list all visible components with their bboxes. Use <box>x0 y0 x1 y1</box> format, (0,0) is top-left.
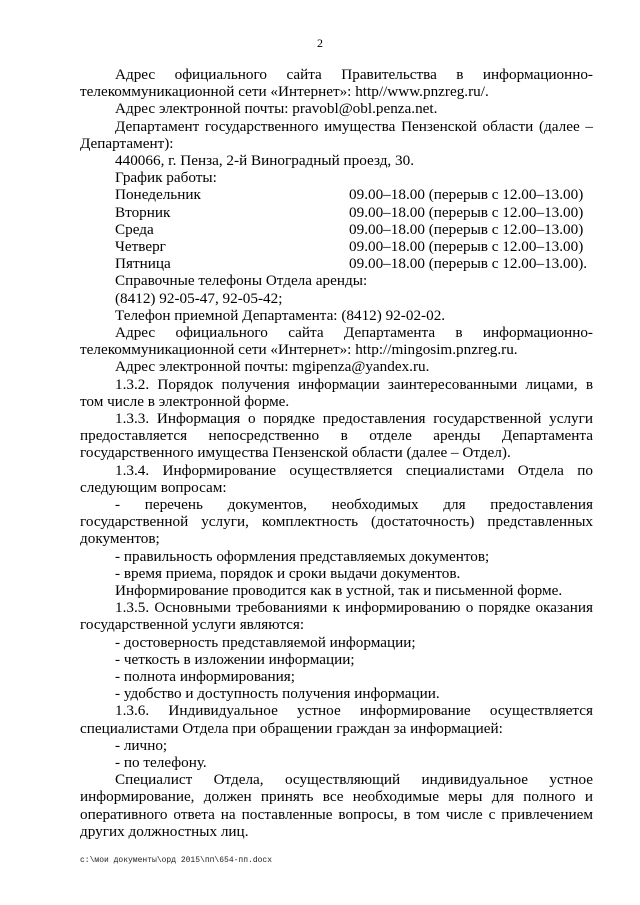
department-email-paragraph: Адрес электронной почты: mgipenza@yandex.ru. <box>115 358 430 376</box>
schedule-list <box>80 186 593 272</box>
list-item: - четкость в изложении информации; <box>115 650 355 668</box>
department-site-paragraph: Адрес официального сайта Департамента в информационно-телекоммуникационной сети «Интернет»: http://mingosim.pnzreg.ru. <box>80 323 593 359</box>
footer-file-path: c:\мои документы\орд 2015\пп\654-пп.docx <box>80 856 273 865</box>
schedule-row <box>80 204 593 221</box>
schedule-time: 09.00–18.00 (перерыв с 12.00–13.00) <box>349 220 584 238</box>
schedule-time: 09.00–18.00 (перерыв с 12.00–13.00) <box>349 186 584 204</box>
list-item: - по телефону. <box>115 754 207 772</box>
schedule-day: Пятница <box>115 255 171 273</box>
section-1-3-2: 1.3.2. Порядок получения информации заинтересованными лицами, в том числе в электронной форме. <box>80 375 593 410</box>
schedule-time: 09.00–18.00 (перерыв с 12.00–13.00) <box>349 203 584 221</box>
schedule-row <box>80 238 593 255</box>
department-address: 440066, г. Пенза, 2-й Виноградный проезд, 30. <box>115 152 414 170</box>
list-item: - полнота информирования; <box>115 668 295 686</box>
inform-form-paragraph: Информирование проводится как в устной, так и письменной форме. <box>115 582 563 600</box>
list-item: - правильность оформления представляемых документов; <box>115 547 490 565</box>
schedule-row <box>80 221 593 238</box>
phones-title: Справочные телефоны Отдела аренды: <box>115 272 368 290</box>
schedule-title: График работы: <box>115 169 217 187</box>
schedule-time: 09.00–18.00 (перерыв с 12.00–13.00) <box>349 237 584 255</box>
list-item: - удобство и доступность получения информации. <box>115 685 440 703</box>
document-body <box>80 66 593 840</box>
list-item: - достоверность представляемой информации; <box>115 633 416 651</box>
list-item: - время приема, порядок и сроки выдачи документов. <box>115 564 461 582</box>
phones-numbers: (8412) 92-05-47, 92-05-42; <box>115 289 283 307</box>
list-item: - лично; <box>115 736 168 754</box>
schedule-day: Четверг <box>115 237 166 255</box>
section-1-3-4: 1.3.4. Информирование осуществляется специалистами Отдела по следующим вопросам: <box>80 461 593 496</box>
page-number: 2 <box>317 36 323 50</box>
department-paragraph: Департамент государственного имущества Пензенской области (далее – Департамент): <box>80 117 593 152</box>
schedule-row <box>80 186 593 203</box>
gov-email-paragraph: Адрес электронной почты: pravobl@obl.penza.net. <box>115 100 438 118</box>
list-item: - перечень документов, необходимых для предоставления государственной услуги, комплектность (достаточность) представленных документов; <box>80 496 593 548</box>
schedule-row <box>80 255 593 272</box>
section-1-3-6: 1.3.6. Индивидуальное устное информирование осуществляется специалистами Отдела при обращении граждан за информацией: <box>80 702 593 737</box>
schedule-day: Понедельник <box>115 186 201 204</box>
schedule-day: Вторник <box>115 203 171 221</box>
schedule-day: Среда <box>115 220 154 238</box>
section-1-3-5: 1.3.5. Основными требованиями к информированию о порядке оказания государственной услуги являются: <box>80 599 593 634</box>
section-1-3-3: 1.3.3. Информация о порядке предоставления государственной услуги предоставляется непосредственно в отделе аренды Департамента государственного имущества Пензенской области (далее – Отдел). <box>80 409 593 462</box>
specialist-paragraph: Специалист Отдела, осуществляющий индивидуальное устное информирование, должен принять все необходимые меры для полного и оперативного ответа на поставленные вопросы, в том числе с привлечением других должностных лиц. <box>80 771 593 840</box>
schedule-time: 09.00–18.00 (перерыв с 12.00–13.00). <box>349 255 588 273</box>
gov-site-paragraph: Адрес официального сайта Правительства в информационно-телекоммуникационной сети «Интернет»: http//www.pnzreg.ru/. <box>80 66 593 101</box>
reception-phone: Телефон приемной Департамента: (8412) 92-02-02. <box>115 306 446 324</box>
